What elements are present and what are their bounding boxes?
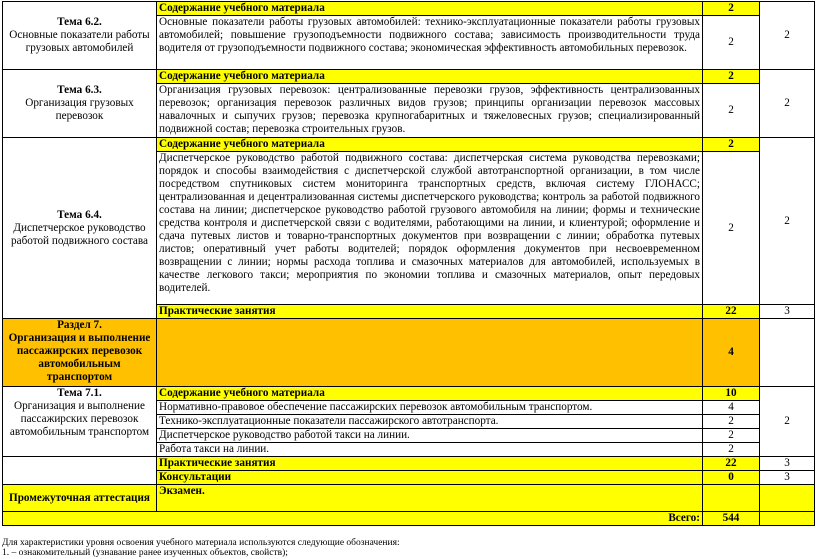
theme-7-1-level: 2 [760,387,815,457]
theme-7-1-item-hours: 2 [703,443,760,457]
consult-label: Консультации [157,471,703,485]
theme-6-4-header-hours: 2 [703,138,760,152]
practice-2-hours: 22 [703,457,760,471]
attestation-label: Экзамен. [157,485,703,512]
total-hours: 544 [703,512,760,526]
theme-6-3-header-hours: 2 [703,70,760,84]
theme-7-1-header-hours: 10 [703,387,760,401]
theme-7-1-item-hours: 2 [703,429,760,443]
theme-6-3-cell [3,70,157,138]
theme-6-2-header: Содержание учебного материала [157,2,703,16]
total-label: Всего: [3,512,703,526]
theme-6-2-content: Основные показатели работы грузовых автомобилей: технико-эксплуатационные показатели работы грузовых автомобилей; повышение грузоподъемности подвижного состава; зависимость производительности труда водителя от грузоподъемности подвижного состава; экономическая эффективность автомобильных перевозок. [157,16,703,70]
theme-7-1-item: Работа такси на линии. [157,443,703,457]
consult-hours: 0 [703,471,760,485]
practice-1-level: 3 [760,305,815,319]
theme-6-2-name: Основные показатели работы грузовых автомобилей [9,29,150,54]
curriculum-table [2,1,815,526]
theme-6-4-cell [3,138,157,319]
section-7-empty [157,319,703,387]
theme-6-4-level: 2 [760,138,815,305]
theme-7-1-cell [3,387,157,457]
legend-level-1: 1. – ознакомительный (узнавание ранее изученных объектов, свойств); [2,548,288,558]
theme-7-1-item-hours: 2 [703,415,760,429]
theme-6-4-name: Диспетчерское руководство работой подвижного состава [11,221,148,247]
attestation-hours-empty [703,485,760,512]
theme-6-3-header: Содержание учебного материала [157,70,703,84]
theme-6-2-level: 2 [760,2,815,70]
theme-7-1-title: Тема 7.1. [57,387,102,399]
practice-2-label: Практические занятия [157,457,703,471]
theme-6-2-cell [3,2,157,70]
legend-intro: Для характеристики уровня освоения учебного материала используются следующие обозначения: [2,538,400,548]
total-level-empty [760,512,815,526]
practice-2-level: 3 [760,457,815,471]
practice-1-label: Практические занятия [157,305,703,319]
attestation-level-empty [760,485,815,512]
theme-7-1-item: Диспетчерское руководство работой такси на линии. [157,429,703,443]
section-7-level-empty [760,319,815,387]
practice-2-empty [3,457,157,485]
theme-6-3-level: 2 [760,70,815,138]
theme-7-1-item-hours: 4 [703,401,760,415]
theme-7-1-item: Нормативно-правовое обеспечение пассажирских перевозок автомобильным транспортом. [157,401,703,415]
practice-1-hours: 22 [703,305,760,319]
theme-6-2-hours: 2 [703,16,760,70]
consult-level: 3 [760,471,815,485]
theme-7-1-item: Технико-эксплуатационные показатели пассажирского автотранспорта. [157,415,703,429]
theme-6-4-title: Тема 6.4. [57,208,102,221]
theme-6-2-header-hours: 2 [703,2,760,16]
theme-6-3-content: Организация грузовых перевозок: централизованные перевозки грузов, эффективность централизованных перевозок; организация перевозок различных видов грузов; принципы организации перевозок массовых навалочных и сыпучих грузов; перевозка крупногабаритных и тяжеловесных грузов; специализированный подвижной состав; перевозка строительных грузов. [157,84,703,138]
theme-7-1-header: Содержание учебного материала [157,387,703,401]
theme-7-1-name: Организация и выполнение пассажирских перевозок автомобильным транспортом [9,400,150,438]
theme-6-3-name: Организация грузовых перевозок [25,97,134,122]
theme-6-4-content: Диспетчерское руководство работой подвижного состава: диспетчерская система руководства перевозками; порядок и способы взаимодействия с диспетчерской службой автотранспортной организации, в том числе посредством спутниковых систем мониторинга транспортных средств, включая систему ГЛОНАСС; централизованная и децентрализованная системы диспетчерского руководства; контроль за работой подвижного состава на линии; диспетчерское руководство работой грузового автомобиля на линии; формы и технические средства контроля и диспетчерской связи с водителями, работающими на линии, и клиентурой; оформление и сдача путевых листов и товарно-транспортных документов при возвращении с линии; обработка путевых листов; оперативный учет работы водителей; порядок оформления документов при несвоевременном возвращении с линии; нормы расхода топлива и смазочных материалов для автомобилей, используемых в качестве легкового такси; мероприятия по экономии топлива и смазочных материалов, опыт передовых водителей. [157,152,703,305]
theme-6-3-hours: 2 [703,84,760,138]
theme-6-4-header: Содержание учебного материала [157,138,703,152]
attestation-title: Промежуточная аттестация [3,485,157,512]
section-7-title: Раздел 7. Организация и выполнение пассажирских перевозок автомобильным транспортом [3,319,157,387]
theme-6-3-title: Тема 6.3. [57,84,102,96]
theme-6-4-hours: 2 [703,152,760,305]
theme-6-2-title: Тема 6.2. [57,16,102,28]
section-7-hours: 4 [703,319,760,387]
